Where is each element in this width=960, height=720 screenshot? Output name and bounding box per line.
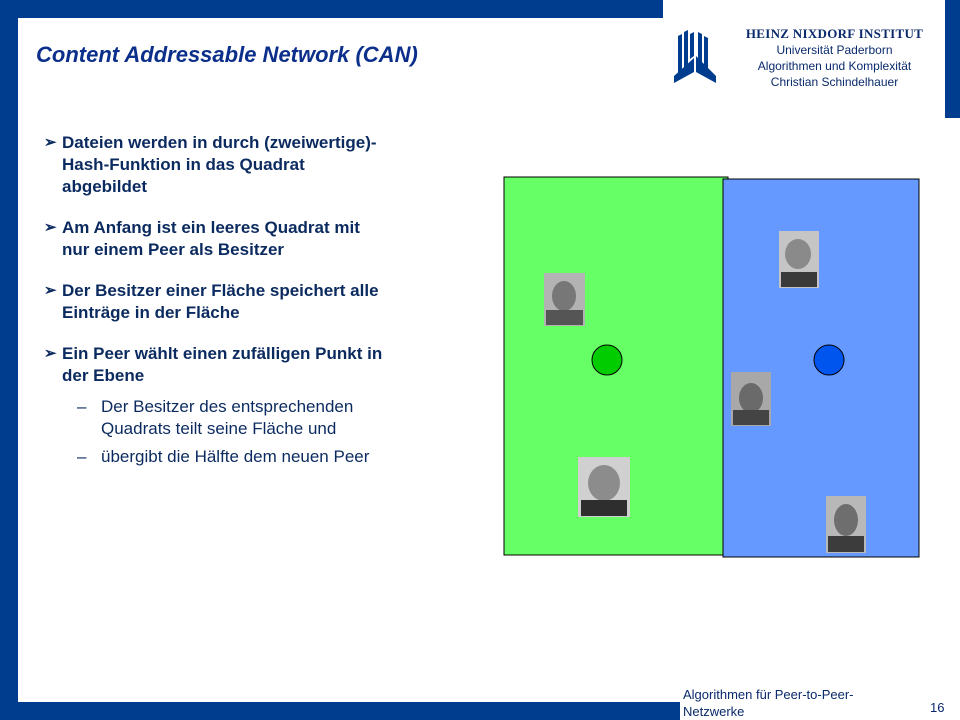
right-header-bar	[945, 0, 960, 118]
institute-block	[722, 26, 947, 90]
subbullet-text: Der Besitzer des entsprechenden	[101, 397, 354, 416]
bullet-item	[44, 343, 476, 387]
bullet-item	[44, 217, 476, 261]
portrait-photo-4-icon	[578, 457, 630, 517]
course-title-line: Netzwerke	[683, 704, 745, 719]
institute-line: Algorithmen und Komplexität	[757, 59, 912, 73]
institute-line: Universität Paderborn	[776, 43, 893, 57]
bullet-text: abgebildet	[62, 177, 148, 196]
bullet-text: Der Besitzer einer Fläche speichert alle	[62, 281, 379, 300]
bullet-text: Ein Peer wählt einen zufälligen Punkt in	[62, 344, 383, 363]
subbullet-text: Quadrats teilt seine Fläche und	[101, 419, 337, 438]
left-border-bar	[0, 0, 18, 720]
slide-title: Content Addressable Network (CAN)	[36, 42, 418, 67]
arrow-bullet-icon: ➢	[44, 219, 57, 236]
bullet-text: Dateien werden in durch (zweiwertige)-	[62, 133, 377, 152]
bullet-item	[44, 132, 476, 198]
page-number: 16	[930, 700, 945, 715]
course-footer	[683, 686, 893, 720]
bullet-item	[44, 280, 476, 324]
arrow-bullet-icon: ➢	[44, 345, 57, 362]
subbullet-item	[77, 446, 476, 468]
subbullet-list	[44, 396, 476, 468]
dash-bullet: –	[77, 397, 87, 416]
bullet-text: nur einem Peer als Besitzer	[62, 240, 285, 259]
arrow-bullet-icon: ➢	[44, 282, 57, 299]
portrait-photo-5-icon	[826, 496, 866, 553]
institute-line: Christian Schindelhauer	[770, 75, 899, 89]
bottom-border-bar	[0, 702, 680, 720]
course-title-line: Algorithmen für Peer-to-Peer-	[683, 687, 854, 702]
bullet-text: Am Anfang ist ein leeres Quadrat mit	[62, 218, 360, 237]
bullet-text: der Ebene	[62, 366, 145, 385]
institute-name: HEINZ NIXDORF INSTITUT	[745, 26, 924, 41]
green-peer-node	[592, 345, 622, 375]
portrait-photo-2-icon	[779, 231, 819, 288]
arrow-bullet-icon: ➢	[44, 134, 57, 151]
can-square-diagram	[503, 176, 923, 558]
subbullet-text: übergibt die Hälfte dem neuen Peer	[101, 447, 370, 466]
bullet-list	[44, 132, 476, 474]
subbullet-item	[77, 396, 476, 440]
portrait-photo-3-icon	[731, 372, 771, 426]
dash-bullet: –	[77, 447, 87, 466]
portrait-photo-1-icon	[544, 273, 585, 326]
bullet-text: Hash-Funktion in das Quadrat	[62, 155, 305, 174]
blue-peer-node	[814, 345, 844, 375]
university-logo-icon	[670, 28, 720, 83]
bullet-text: Einträge in der Fläche	[62, 303, 240, 322]
